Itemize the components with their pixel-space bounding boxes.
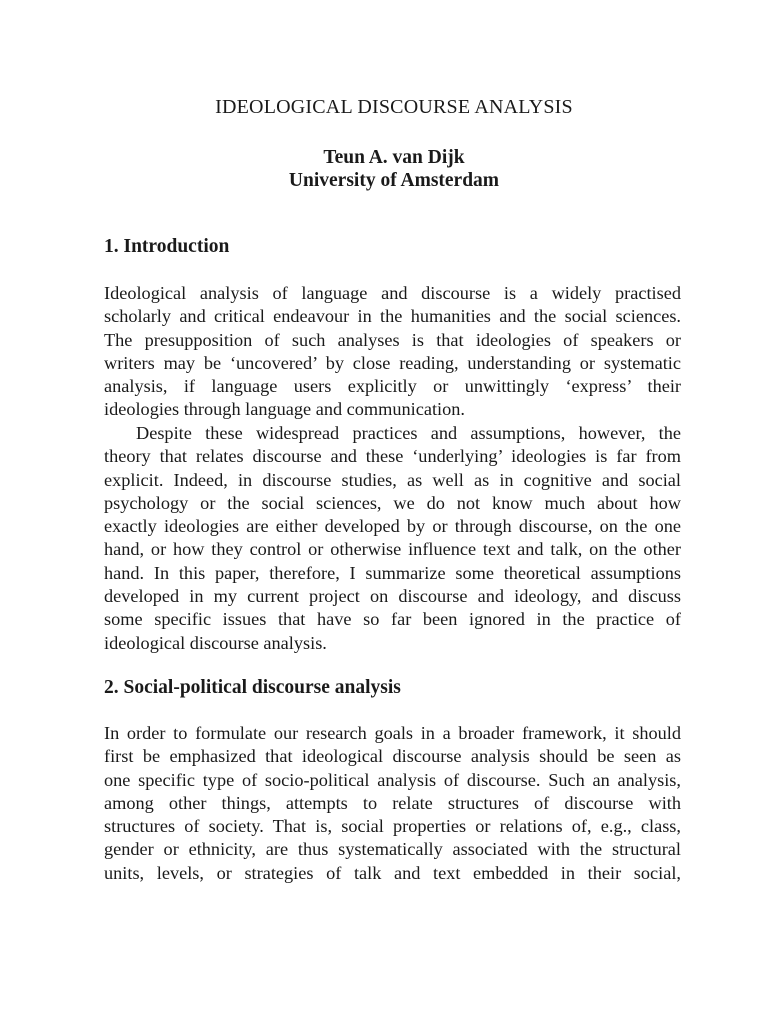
text-line: hand. In this paper, therefore, I summarize some theoretical assumptions bbox=[104, 562, 681, 583]
text-line: some specific issues that have so far been ignored in the practice of bbox=[104, 609, 681, 630]
text-line: one specific type of socio-political analysis of discourse. Such an analysis, bbox=[104, 769, 681, 790]
text-line: writers may be ‘uncovered’ by close reading, understanding or systematic bbox=[104, 352, 681, 373]
text-line: structures of society. That is, social properties or relations of, e.g., class, bbox=[104, 816, 681, 837]
text-line: ideologies through language and communication. bbox=[104, 399, 465, 420]
author-name: Teun A. van Dijk bbox=[323, 147, 465, 168]
text-line: explicit. Indeed, in discourse studies, as well as in cognitive and social bbox=[104, 469, 681, 490]
text-line: gender or ethnicity, are thus systematically associated with the structural bbox=[104, 839, 681, 860]
text-line: first be emphasized that ideological discourse analysis should be seen as bbox=[104, 746, 681, 767]
text-line: ideological discourse analysis. bbox=[104, 632, 327, 653]
text-line: among other things, attempts to relate structures of discourse with bbox=[104, 792, 681, 813]
paragraph-intro-1 bbox=[104, 282, 681, 422]
text-line: Ideological analysis of language and discourse is a widely practised bbox=[104, 283, 681, 303]
author-affiliation: University of Amsterdam bbox=[288, 170, 500, 191]
text-line: The presupposition of such analyses is that ideologies of speakers or bbox=[104, 329, 681, 350]
text-line: developed in my current project on discourse and ideology, and discuss bbox=[104, 586, 681, 607]
paper-title: IDEOLOGICAL DISCOURSE ANALYSIS bbox=[215, 96, 573, 118]
section-heading-introduction: 1. Introduction bbox=[104, 236, 230, 257]
text-line: theory that relates discourse and these ‘underlying’ ideologies is far from bbox=[104, 446, 681, 467]
text-line: In order to formulate our research goals in a broader framework, it should bbox=[104, 723, 681, 743]
text-line: exactly ideologies are either developed by or through discourse, on the one bbox=[104, 516, 681, 537]
text-line: units, levels, or strategies of talk and text embedded in their social, bbox=[104, 862, 681, 883]
text-line: psychology or the social sciences, we do not know much about how bbox=[104, 492, 681, 513]
section-heading-social-political: 2. Social-political discourse analysis bbox=[104, 677, 401, 698]
text-line: Despite these widespread practices and assumptions, however, the bbox=[136, 423, 681, 443]
paragraph-intro-2 bbox=[104, 422, 681, 655]
text-line: hand, or how they control or otherwise influence text and talk, on the other bbox=[104, 539, 681, 560]
text-line: scholarly and critical endeavour in the humanities and the social sciences. bbox=[104, 306, 681, 327]
paragraph-section-2 bbox=[104, 722, 681, 885]
text-line: analysis, if language users explicitly or unwittingly ‘express’ their bbox=[104, 376, 681, 397]
